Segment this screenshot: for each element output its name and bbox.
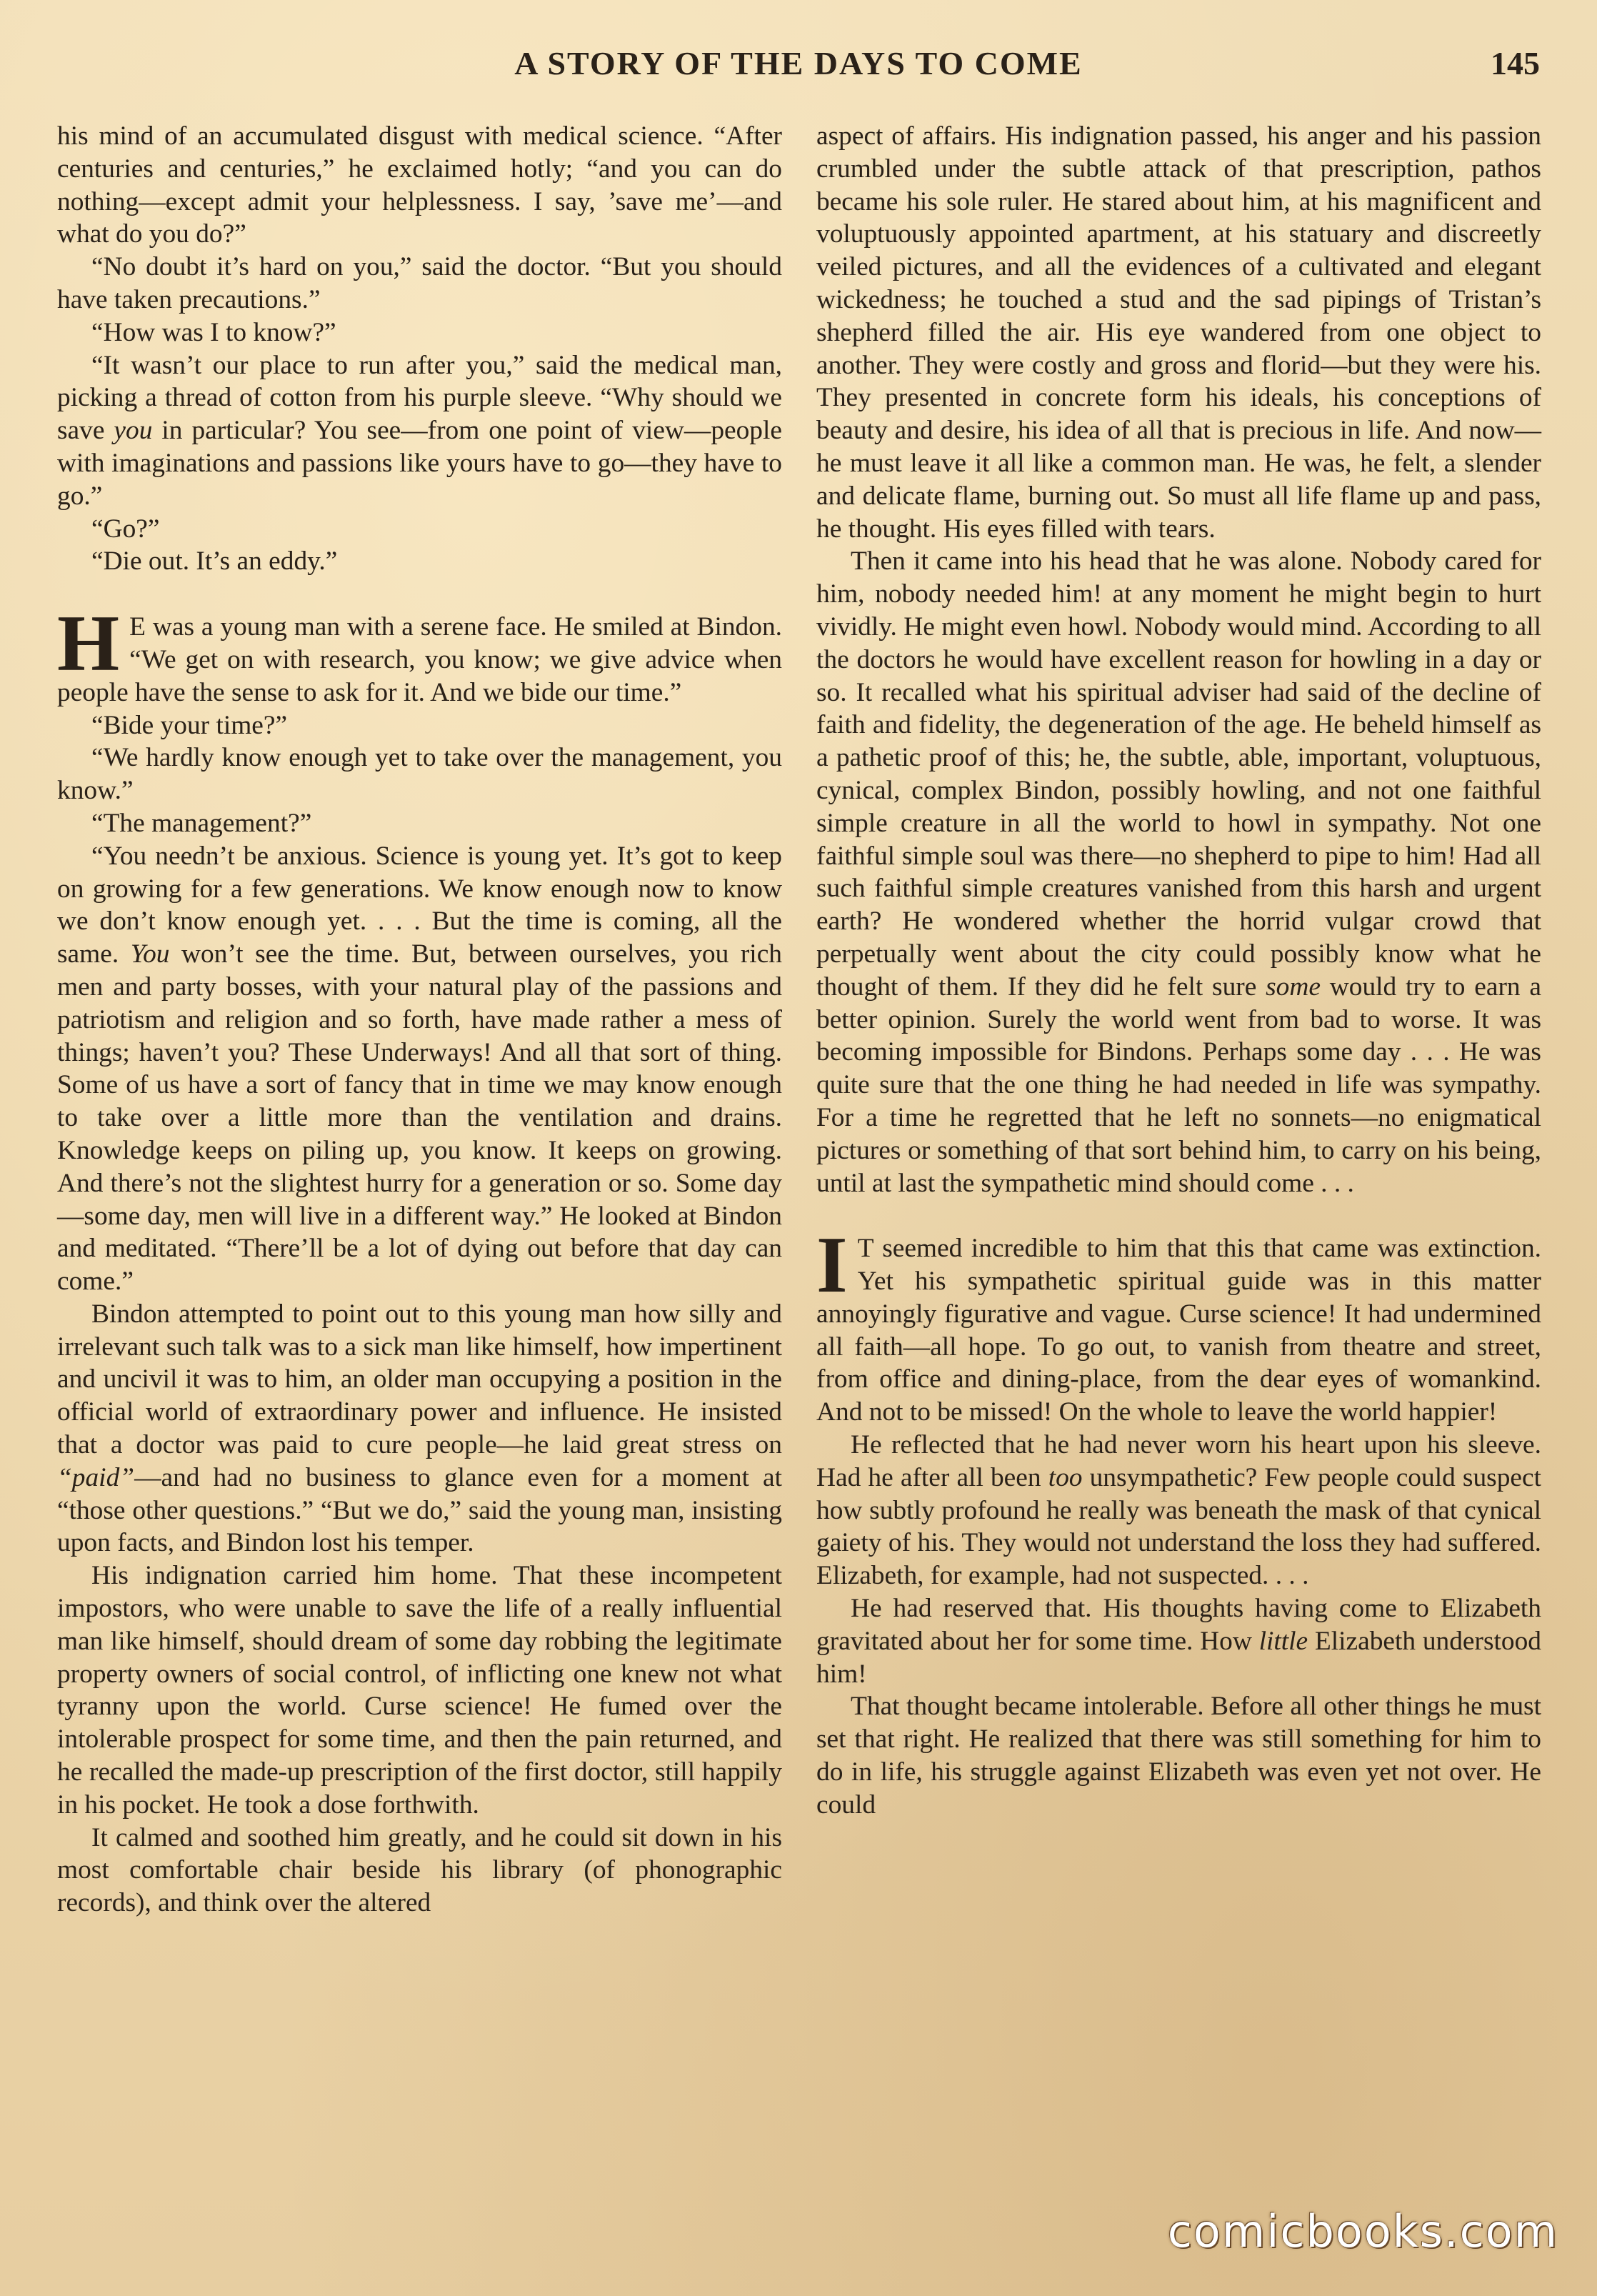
emphasis: “paid” xyxy=(57,1462,135,1492)
paragraph: That thought became intolerable. Before all other things he must set that right. He realized that there was still something for him to do in life, his struggle against Elizabeth was even yet not over. He could xyxy=(816,1692,1541,1820)
paragraph: his mind of an accumulated disgust with medical science. “After centuries and centuries,” he exclaimed hotly; “and you can do nothing—except admit your helplessness. I say, ’save me’—and what do you do?” xyxy=(57,121,782,249)
paragraph xyxy=(816,1592,1541,1690)
emphasis: some xyxy=(1266,972,1321,1002)
paragraph xyxy=(57,1298,782,1559)
right-column xyxy=(816,120,1541,1822)
paragraph xyxy=(57,840,782,1298)
paragraph xyxy=(57,349,782,513)
emphasis: too xyxy=(1048,1462,1083,1492)
paragraph: “No doubt it’s hard on you,” said the doctor. “But you should have taken precautions.” xyxy=(57,252,782,314)
text-run: He reflected that he had never worn his heart upon his sleeve. Had he after all been xyxy=(816,1430,1541,1492)
paragraph: “We hardly know enough yet to take over the management, you know.” xyxy=(57,743,782,806)
emphasis: you xyxy=(114,416,153,446)
text-run: Then it came into his head that he was alone. Nobody cared for him, nobody needed him! at any moment he might begin to hurt vividly. He might even howl. Nobody would mind. According to all the doctors he would have excellent reason for howling in a day or so. It recalled what his spiritual adviser had said of the decline of faith and fidelity, the degeneration of the age. He beheld himself as a pathetic proof of this; he, the subtle, able, important, voluptuous, cynical, complex Bindon, possibly howling, and not one faithful simple creature in all the world to howl in sympathy. Not one faithful simple soul was there—no shepherd to pipe to him! Had all such faithful simple creatures vanished from this harsh and urgent earth? He wondered whether the horrid vulgar crowd that perpetually went about the city could possibly know what he thought of them. If they did he felt sure xyxy=(816,546,1541,1002)
text-run: would try to earn a better opinion. Surely the world went from bad to worse. It was becoming impossible for Bindons. Perhaps some day . . . He was quite sure that the one thing he had needed in life was sympathy. For a time he regretted that he left no sonnets—no enigmatical pictures or something of that sort behind him, to carry on his being, until at last the sympathetic mind should come . . . xyxy=(816,972,1541,1198)
paragraph: It calmed and soothed him greatly, and he could sit down in his most comfortable chair beside his library (of phonographic records), and think over the altered xyxy=(57,1822,782,1918)
paragraph: “Die out. It’s an eddy.” xyxy=(91,546,338,577)
text-run: Bindon attempted to point out to this young man how silly and irrelevant such talk was to a sick man like himself, how impertinent and uncivil it was to him, an older man occupying a position in the official world of extraordinary power and influence. He insisted that a doctor was paid to cure people—he laid great stress on xyxy=(57,1299,782,1460)
paragraph: “Bide your time?” xyxy=(91,710,288,740)
left-column xyxy=(57,120,782,1920)
text-run: He had reserved that. His thoughts having come to Elizabeth gravitated about her for some time. How xyxy=(816,1594,1541,1656)
text-run: T seemed incredible to him that this that came was extinction. Yet his sympathetic spiritual guide was in this matter annoyingly figurative and vague. Curse science! It had undermined all faith—all hope. To go out, to vanish from theatre and street, from office and dining-place, from the dear eyes of womankind. And not to be missed! On the whole to leave the world happier! xyxy=(816,1234,1541,1427)
page-number: 145 xyxy=(1491,45,1540,81)
paragraph xyxy=(816,545,1541,1199)
text-run: E was a young man with a serene face. He smiled at Bindon. “We get on with research, you know; we give advice when people have the sense to ask for it. And we bide our time.” xyxy=(57,612,782,707)
paragraph xyxy=(816,1221,1541,1429)
watermark: comicbooks.com xyxy=(1167,2205,1558,2257)
section-break xyxy=(816,1199,1541,1232)
text-run: Elizabeth understood him! xyxy=(816,1626,1542,1689)
text-run: in particular? You see—from one point of view—people with imaginations and passions like yours have to go—they have to go.” xyxy=(57,416,782,511)
text-run: won’t see the time. But, between ourselves, you rich men and party bosses, with your natural play of the passions and patriotism and religion and so forth, have made rather a mess of things; haven’t you? These Underways! And all that sort of thing. Some of us have a sort of fancy that in time we may know enough to take over a little more than the ventilation and drains. Knowledge keeps on piling up, you know. It keeps on growing. And there’s not the slightest hurry for a generation or so. Some day—some day, men will live in a different way.” He looked at Bindon and meditated. “There’ll be a lot of dying out before that day can come.” xyxy=(57,939,782,1297)
paragraph: His indignation carried him home. That these incompetent impostors, who were unable to save the life of a really influential man like himself, should dream of some day robbing the legitimate property owners of social control, of inflicting one knew not what tyranny upon the world. Curse science! He fumed over the intolerable prospect for some time, and then the pain returned, and he recalled the made-up prescription of the first doctor, still happily in his pocket. He took a dose forthwith. xyxy=(57,1561,782,1820)
paragraph: aspect of affairs. His indignation passed, his anger and his passion crumbled under the subtle attack of that prescription, pathos became his sole ruler. He stared about him, at his magnificent and voluptuously appointed apartment, at his statuary and discreetly veiled pictures, and all the evidences of a cultivated and elegant wickedness; he touched a stud and the sad pipings of Tristan’s shepherd filled the air. His eye wandered from one object to another. They were costly and gross and florid—but they were his. They presented in concrete form his ideals, his conceptions of beauty and desire, his idea of all that is precious in life. And now—he must leave it all like a common man. He was, he felt, a slender and delicate flame, burning out. So must all life flame up and pass, he thought. His eyes filled with tears. xyxy=(816,121,1541,544)
emphasis: You xyxy=(130,939,170,969)
text-run: unsympathetic? Few people could suspect how subtly profound he really was beneath the mask of that cynical gaiety of his. They would not understand the loss they had suffered. Elizabeth, for example, had not suspected. . . . xyxy=(816,1462,1541,1591)
text-run: “It wasn’t our place to run after you,” said the medical man, picking a thread of cotton from his purple sleeve. “Why should we save xyxy=(57,350,782,446)
drop-cap: H xyxy=(57,599,120,689)
text-run: —and had no business to glance even for a moment at “those other questions.” “But we do,” said the young man, insisting upon facts, and Bindon lost his temper. xyxy=(57,1462,782,1558)
paragraph: “The management?” xyxy=(91,808,312,838)
paragraph xyxy=(816,1429,1541,1592)
emphasis: little xyxy=(1258,1626,1308,1656)
paragraph: “How was I to know?” xyxy=(91,317,336,347)
paragraph xyxy=(57,599,782,709)
running-head xyxy=(0,44,1597,94)
paragraph: “Go?” xyxy=(91,514,160,544)
section-break xyxy=(57,578,782,611)
running-title: A STORY OF THE DAYS TO COME xyxy=(514,45,1083,81)
drop-cap: I xyxy=(816,1221,848,1310)
text-run: “You needn’t be anxious. Science is young yet. It’s got to keep on growing for a few generations. We know enough now to know we don’t know enough yet. . . . But the time is coming, all the same. xyxy=(57,841,782,969)
